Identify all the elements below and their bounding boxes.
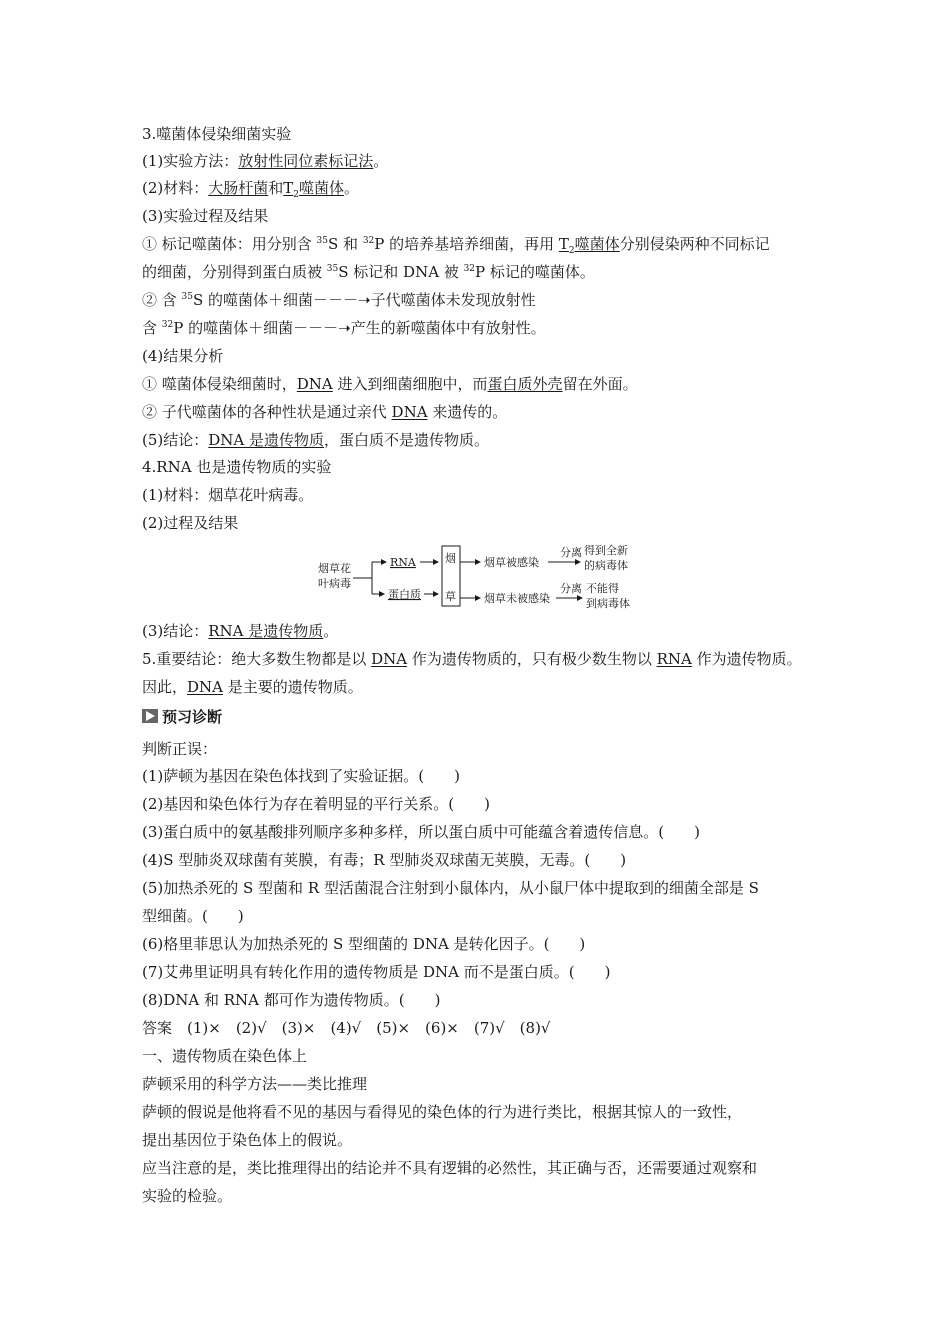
virus-label-1: 烟草花	[318, 562, 351, 575]
not-infected-label: 烟草未被感染	[484, 592, 550, 605]
question-3: (3)蛋白质中的氨基酸排列顺序多种多样，所以蛋白质中可能蕴含着遗传信息。( )	[142, 823, 700, 841]
result-2-line-2: 到病毒体	[586, 597, 630, 610]
s5-line-2: 因此，DNA 是主要的遗传物质。	[142, 678, 363, 696]
s4-conclusion: (3)结论：RNA 是遗传物质。	[142, 622, 339, 640]
analysis-2: ② 子代噬菌体的各种性状是通过亲代 DNA 来遗传的。	[142, 403, 508, 421]
part-1-para-1-line-1: 萨顿的假说是他将看不见的基因与看得见的染色体的行为进行类比，根据其惊人的一致性，	[142, 1103, 743, 1121]
method-answer: 放射性同位素标记法	[238, 152, 374, 170]
material-phage: $T_2$噬菌体	[283, 179, 345, 200]
analysis-heading: (4)结果分析	[142, 347, 224, 365]
virus-label-2: 叶病毒	[318, 577, 351, 590]
result-2-line-1: 不能得	[586, 582, 619, 595]
method-line: (1)实验方法：放射性同位素标记法。	[142, 152, 389, 170]
question-2: (2)基因和染色体行为存在着明显的平行关系。( )	[142, 795, 490, 813]
preview-heading-text: 预习诊断	[162, 707, 223, 726]
part-1-method: 萨顿采用的科学方法——类比推理	[142, 1075, 368, 1093]
material-ecoli: 大肠杆菌	[208, 179, 269, 197]
infected-label: 烟草被感染	[484, 556, 539, 569]
part-1-para-2-line-1: 应当注意的是，类比推理得出的结论并不具有逻辑的必然性，其正确与否，还需要通过观察和	[142, 1159, 758, 1177]
s5-line-1: 5.重要结论：绝大多数生物都是以 DNA 作为遗传物质的，只有极少数生物以 RNA 作为遗传物质。	[142, 650, 802, 668]
process-step-2-line-1: ② 含 $^{35}$S 的噬菌体＋细菌－－－➝子代噬菌体未发现放射性	[142, 291, 536, 309]
question-5-line-2: 型细菌。( )	[142, 907, 244, 925]
s4-materials: (1)材料：烟草花叶病毒。	[142, 486, 314, 504]
s4-process-heading: (2)过程及结果	[142, 514, 239, 532]
rna-label: RNA	[390, 556, 416, 569]
question-6: (6)格里菲思认为加热杀死的 S 型细菌的 DNA 是转化因子。( )	[142, 935, 586, 953]
protein-label: 蛋白质	[388, 588, 421, 601]
play-triangle-icon	[142, 709, 158, 723]
part-1-para-2-line-2: 实验的检验。	[142, 1187, 233, 1205]
conclusion-3: (5)结论：DNA 是遗传物质，蛋白质不是遗传物质。	[142, 431, 490, 449]
process-step-2-line-2: 含 $^{32}$P 的噬菌体＋细菌－－－➝产生的新噬菌体中有放射性。	[142, 319, 546, 337]
result-1-line-2: 的病毒体	[584, 559, 628, 572]
separate-label-1: 分离	[560, 546, 582, 559]
question-7: (7)艾弗里证明具有转化作用的遗传物质是 DNA 而不是蛋白质。( )	[142, 963, 611, 981]
tobacco-char-2: 草	[445, 590, 456, 603]
process-step-1-line-2: 的细菌，分别得到蛋白质被 $^{35}$S 标记和 DNA 被 $^{32}$P 标记的噬菌体。	[142, 263, 595, 281]
question-1: (1)萨顿为基因在染色体找到了实验证据。( )	[142, 767, 460, 785]
section-4-title: 4.RNA 也是遗传物质的实验	[142, 458, 332, 476]
judge-intro: 判断正误：	[142, 740, 218, 758]
part-1-para-1-line-2: 提出基因位于染色体上的假说。	[142, 1131, 353, 1149]
materials-line: (2)材料：大肠杆菌和$T_2$噬菌体。	[142, 179, 360, 200]
question-5-line-1: (5)加热杀死的 S 型菌和 R 型活菌混合注射到小鼠体内，从小鼠尸体中提取到的细菌全部是 S	[142, 879, 759, 897]
result-1-line-1: 得到全新	[584, 544, 628, 557]
tobacco-char-1: 烟	[445, 552, 456, 565]
separate-label-2: 分离	[560, 582, 582, 595]
process-heading: (3)实验过程及结果	[142, 207, 269, 225]
tmv-experiment-diagram	[308, 538, 648, 618]
answer-key: 答案 (1)× (2)√ (3)× (4)√ (5)× (6)× (7)√ (8)√	[142, 1019, 551, 1037]
question-8: (8)DNA 和 RNA 都可作为遗传物质。( )	[142, 991, 441, 1009]
preview-diagnosis-heading	[142, 706, 222, 726]
part-1-title: 一、遗传物质在染色体上	[142, 1047, 308, 1065]
question-4: (4)S 型肺炎双球菌有荚膜，有毒；R 型肺炎双球菌无荚膜，无毒。( )	[142, 851, 627, 869]
process-step-1-line-1: ① 标记噬菌体：用分别含 $^{35}$S 和 $^{32}$P 的培养基培养细菌，再用 $T_2$噬菌体分别侵染两种不同标记	[142, 235, 770, 256]
analysis-1: ① 噬菌体侵染细菌时，DNA 进入到细菌细胞中，而蛋白质外壳留在外面。	[142, 375, 638, 393]
section-3-title: 3.噬菌体侵染细菌实验	[142, 125, 292, 143]
